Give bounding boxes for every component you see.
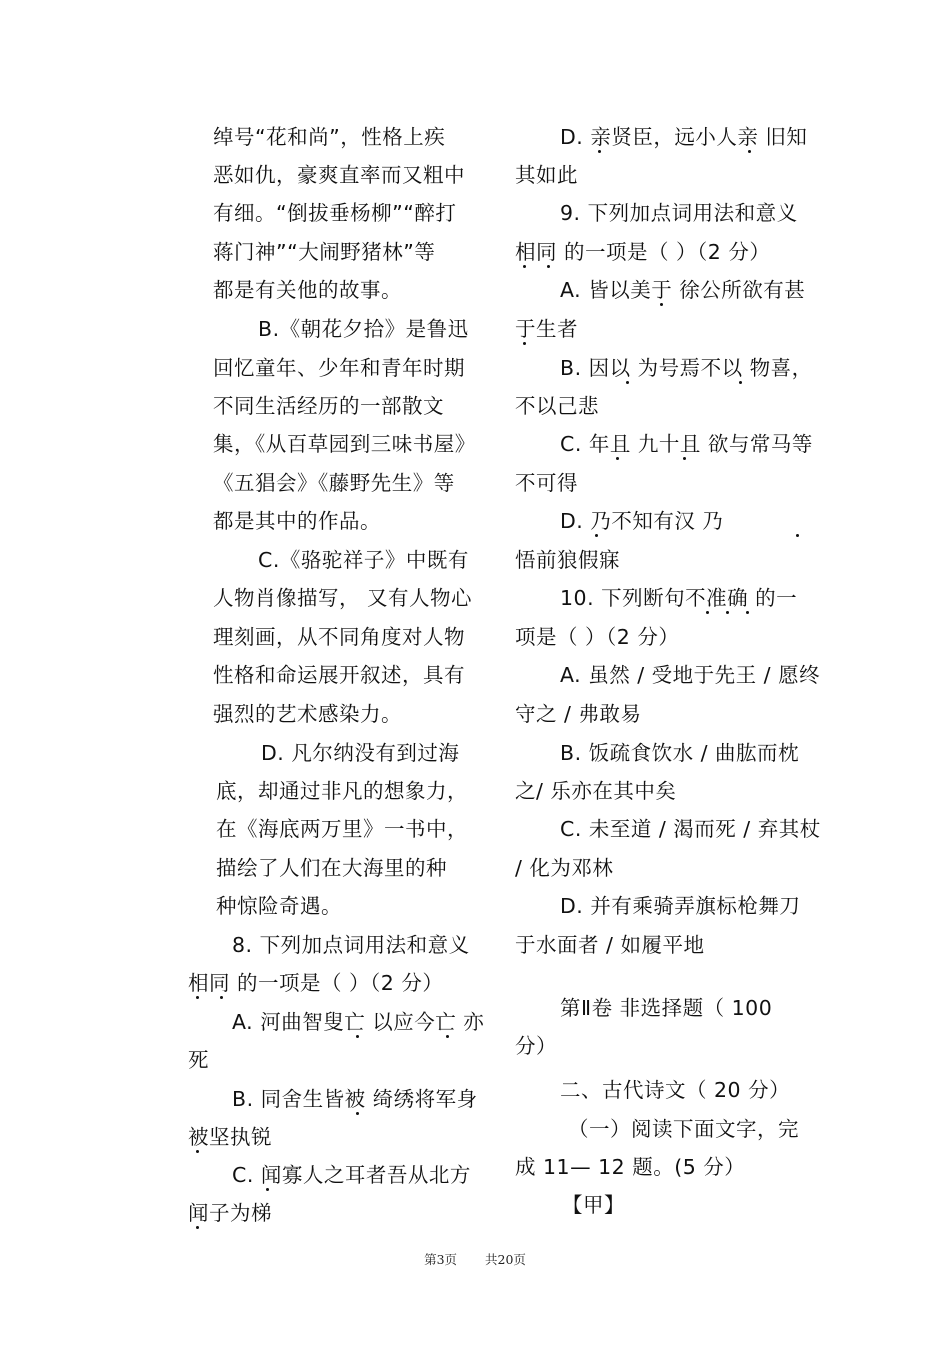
text-line: 死	[188, 1048, 209, 1072]
option-b: B. 饭疏食饮水 / 曲肱而枕	[560, 741, 800, 765]
option-c: C. 未至道 / 渴而死 / 弃其杖	[560, 817, 821, 841]
option-a: A. 皆以美于 徐公所欲有甚	[560, 278, 806, 302]
option-d: D. 并有乘骑弄旗标枪舞刀	[560, 894, 801, 918]
text-line: 成 11— 12 题。(5 分）	[515, 1155, 746, 1179]
text-line: 于生者	[515, 317, 578, 341]
text-line: 底，却通过非凡的想象力，	[216, 779, 468, 803]
text-line: 不同生活经历的一部散文	[213, 394, 444, 418]
text-line: 不可得	[515, 471, 578, 495]
option-a: A. 虽然 / 受地于先王 / 愿终	[560, 663, 821, 687]
text-line: / 化为邓林	[515, 856, 614, 880]
text-line: 有细。“倒拔垂杨柳”“醉打	[213, 201, 457, 225]
text-line: 《五猖会》《藤野先生》等	[213, 471, 455, 495]
text-line: D. 凡尔纳没有到过海	[261, 741, 460, 765]
text-line: 人物肖像描写， 又有人物心	[213, 586, 473, 610]
text-line: 蒋门神”“大闹野猪林”等	[213, 240, 436, 264]
question-10: 10. 下列断句不准确 的一	[560, 586, 798, 610]
text-line: 分）	[515, 1034, 557, 1058]
text-line: 闻子为梯	[188, 1201, 272, 1225]
page-number: 第3页	[424, 1252, 458, 1267]
option-b: B. 因以 为号焉不以 物喜，	[560, 356, 813, 380]
text-line: 集，《从百草园到三味书屋》	[213, 432, 476, 456]
text-line: 都是其中的作品。	[213, 509, 381, 533]
text-line: 守之 / 弗敢易	[515, 702, 642, 726]
text-line: 其如此	[515, 163, 578, 187]
question-9: 9. 下列加点词用法和意义	[560, 201, 798, 225]
text-line: 回忆童年、少年和青年时期	[213, 356, 465, 380]
text-line: 理刻画，从不同角度对人物	[213, 625, 465, 649]
option-b: B. 同舍生皆被 绮绣将军身	[232, 1087, 478, 1111]
text-line: 相同 的一项是（ ）（2 分）	[188, 971, 444, 995]
text-line: B.《朝花夕拾》是鲁迅	[258, 317, 469, 341]
text-line: 项是（ ）（2 分）	[515, 625, 680, 649]
page-footer	[0, 1250, 950, 1268]
text-line: 被坚执锐	[188, 1125, 272, 1149]
text-line: 悟前狼假寐	[515, 548, 620, 572]
text-line: 性格和命运展开叙述，具有	[213, 663, 465, 687]
option-d: D. 亲贤臣，远小人亲 旧知	[560, 125, 808, 149]
question-8: 8. 下列加点词用法和意义	[232, 933, 470, 957]
section-heading: 二、古代诗文（ 20 分）	[560, 1078, 791, 1102]
text-line: C.《骆驼祥子》中既有	[258, 548, 469, 572]
text-line: 都是有关他的故事。	[213, 278, 402, 302]
text-line: 种惊险奇遇。	[216, 894, 342, 918]
text-line: 描绘了人们在大海里的种	[216, 856, 447, 880]
text-line: 在《海底两万里》一书中，	[216, 817, 468, 841]
text-line: 相同 的一项是（ ）（2 分）	[515, 240, 771, 264]
text-line: 不以己悲	[515, 394, 599, 418]
option-d: D. 乃不知有汉 乃	[560, 509, 724, 533]
section-heading: 第Ⅱ卷 非选择题（ 100	[560, 996, 773, 1020]
text-line: （一）阅读下面文字，完	[568, 1117, 799, 1141]
text-line: 绰号“花和尚”，性格上疾	[213, 125, 446, 149]
text-line: 于水面者 / 如履平地	[515, 933, 705, 957]
text-line: 之/ 乐亦在其中矣	[515, 779, 677, 803]
option-a: A. 河曲智叟亡 以应今亡 亦	[232, 1010, 485, 1034]
text-line: 强烈的艺术感染力。	[213, 702, 402, 726]
text-line: 恶如仇，豪爽直率而又粗中	[213, 163, 465, 187]
option-c: C. 闻寡人之耳者吾从北方	[232, 1163, 471, 1187]
page-total: 共20页	[485, 1252, 526, 1267]
option-c: C. 年且 九十且 欲与常马等	[560, 432, 813, 456]
passage-label: 【甲】	[562, 1193, 625, 1217]
